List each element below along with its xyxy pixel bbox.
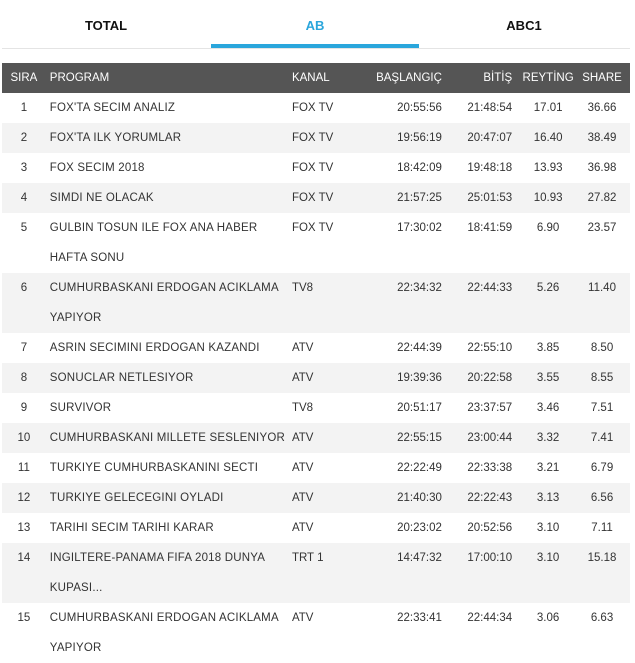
cell-bitis: 21:48:54	[467, 102, 513, 114]
cell-baslangic: 19:56:19	[397, 132, 442, 144]
table-row	[2, 153, 630, 183]
cell-share: 38.49	[587, 132, 617, 144]
cell-baslangic: 19:39:36	[397, 372, 442, 384]
cell-reyting: 5.26	[536, 282, 560, 294]
cell-kanal: FOX TV	[291, 102, 334, 114]
cell-sira: 3	[20, 162, 28, 174]
cell-baslangic: 20:51:17	[397, 402, 442, 414]
tab-abc1[interactable]: ABC1	[506, 18, 542, 33]
cell-bitis: 22:55:10	[467, 342, 513, 354]
ratings-table	[2, 63, 630, 663]
cell-reyting: 3.32	[536, 432, 560, 444]
cell-kanal: FOX TV	[291, 222, 334, 234]
col-header-program: PROGRAM	[49, 72, 110, 84]
cell-reyting: 6.90	[536, 222, 560, 234]
cell-share: 36.66	[587, 102, 617, 114]
cell-baslangic: 18:42:09	[397, 162, 442, 174]
cell-program: SONUCLAR NETLESIYOR	[49, 372, 194, 384]
cell-baslangic: 21:57:25	[397, 192, 442, 204]
table-row	[2, 513, 630, 543]
cell-bitis: 20:47:07	[467, 132, 513, 144]
cell-baslangic: 22:55:15	[397, 432, 442, 444]
cell-share: 8.50	[590, 342, 614, 354]
table-row	[2, 453, 630, 483]
cell-kanal: ATV	[291, 612, 314, 624]
cell-kanal: FOX TV	[291, 192, 334, 204]
cell-program: TURKIYE GELECEGINI OYLADI	[49, 492, 224, 504]
col-header-sira: SIRA	[10, 72, 38, 84]
cell-bitis: 20:52:56	[467, 522, 513, 534]
cell-baslangic: 22:22:49	[397, 462, 442, 474]
cell-sira: 11	[17, 462, 30, 474]
cell-sira: 1	[20, 102, 28, 114]
cell-kanal: ATV	[291, 372, 314, 384]
cell-sira: 10	[17, 432, 31, 444]
cell-reyting: 3.06	[536, 612, 560, 624]
cell-program: GULBIN TOSUN ILE FOX ANA HABER HAFTA SONU	[49, 222, 258, 264]
cell-reyting: 3.46	[536, 402, 560, 414]
cell-sira: 9	[20, 402, 28, 414]
cell-share: 7.41	[590, 432, 614, 444]
table-row	[2, 423, 630, 453]
tab-divider	[2, 48, 630, 49]
cell-bitis: 22:44:34	[467, 612, 513, 624]
cell-program: ASRIN SECIMINI ERDOGAN KAZANDI	[49, 342, 260, 354]
cell-program: CUMHURBASKANI ERDOGAN ACIKLAMA YAPIYOR	[49, 282, 279, 324]
cell-baslangic: 22:44:39	[397, 342, 442, 354]
tab-total[interactable]: TOTAL	[84, 18, 128, 33]
table-row	[2, 333, 630, 363]
cell-reyting: 3.85	[536, 342, 560, 354]
cell-sira: 6	[20, 282, 28, 294]
cell-program: CUMHURBASKANI MILLETE SESLENIYOR	[49, 432, 285, 444]
cell-kanal: ATV	[291, 342, 314, 354]
cell-kanal: TV8	[291, 282, 314, 294]
cell-program: SIMDI NE OLACAK	[49, 192, 154, 204]
table-row	[2, 123, 630, 153]
cell-reyting: 3.21	[536, 462, 560, 474]
cell-baslangic: 14:47:32	[397, 552, 442, 564]
table-row	[2, 213, 630, 273]
cell-program: FOX SECIM 2018	[49, 162, 145, 174]
cell-reyting: 13.93	[533, 162, 563, 174]
cell-sira: 4	[20, 192, 28, 204]
tab-ab[interactable]: AB	[211, 0, 419, 48]
cell-share: 27.82	[587, 192, 617, 204]
cell-bitis: 18:41:59	[467, 222, 513, 234]
cell-sira: 8	[20, 372, 28, 384]
table-row	[2, 603, 630, 663]
cell-sira: 15	[17, 612, 31, 624]
table-row	[2, 483, 630, 513]
table-header-row	[2, 63, 630, 93]
cell-reyting: 17.01	[533, 102, 563, 114]
cell-bitis: 20:22:58	[467, 372, 513, 384]
cell-bitis: 19:48:18	[467, 162, 513, 174]
table-row	[2, 363, 630, 393]
cell-program: SURVIVOR	[49, 402, 112, 414]
cell-share: 6.56	[590, 492, 614, 504]
cell-share: 15.18	[587, 552, 617, 564]
cell-bitis: 22:22:43	[467, 492, 513, 504]
cell-reyting: 3.10	[536, 522, 560, 534]
cell-reyting: 3.10	[536, 552, 560, 564]
cell-share: 23.57	[587, 222, 617, 234]
cell-reyting: 16.40	[533, 132, 563, 144]
cell-share: 6.63	[590, 612, 614, 624]
cell-kanal: FOX TV	[291, 162, 334, 174]
col-header-reyting: REYTİNG	[522, 72, 574, 84]
cell-bitis: 25:01:53	[467, 192, 513, 204]
cell-kanal: TRT 1	[291, 552, 324, 564]
cell-program: FOX'TA SECIM ANALIZ	[49, 102, 176, 114]
cell-sira: 14	[17, 552, 31, 564]
cell-share: 7.51	[590, 402, 614, 414]
col-header-kanal: KANAL	[291, 72, 330, 84]
cell-program: TARIHI SECIM TARIHI KARAR	[49, 522, 214, 534]
cell-kanal: ATV	[291, 522, 314, 534]
cell-baslangic: 20:55:56	[397, 102, 442, 114]
col-header-bitis: BİTİŞ	[483, 72, 513, 84]
cell-baslangic: 22:33:41	[397, 612, 442, 624]
cell-reyting: 3.13	[536, 492, 560, 504]
cell-share: 7.11	[591, 522, 613, 534]
cell-program: TURKIYE CUMHURBASKANINI SECTI	[49, 462, 259, 474]
cell-kanal: ATV	[291, 462, 314, 474]
table-row	[2, 543, 630, 603]
cell-kanal: FOX TV	[291, 132, 334, 144]
cell-bitis: 22:44:33	[467, 282, 513, 294]
table-row	[2, 93, 630, 123]
cell-bitis: 17:00:10	[467, 552, 513, 564]
cell-sira: 7	[20, 342, 28, 354]
cell-kanal: ATV	[291, 492, 314, 504]
col-header-share: SHARE	[582, 72, 622, 84]
cell-share: 6.79	[590, 462, 614, 474]
cell-program: INGILTERE-PANAMA FIFA 2018 DUNYA KUPASI...	[49, 552, 265, 594]
cell-sira: 5	[20, 222, 28, 234]
cell-kanal: TV8	[291, 402, 314, 414]
cell-reyting: 3.55	[536, 372, 560, 384]
cell-baslangic: 17:30:02	[397, 222, 442, 234]
cell-bitis: 22:33:38	[467, 462, 513, 474]
cell-program: CUMHURBASKANI ERDOGAN ACIKLAMA YAPIYOR	[49, 612, 279, 654]
cell-bitis: 23:00:44	[467, 432, 513, 444]
cell-program: FOX'TA ILK YORUMLAR	[49, 132, 182, 144]
audience-tabs	[0, 0, 630, 48]
col-header-baslangic: BAŞLANGIÇ	[376, 72, 442, 84]
cell-sira: 2	[20, 132, 28, 144]
cell-baslangic: 20:23:02	[397, 522, 442, 534]
table-row	[2, 183, 630, 213]
cell-share: 36.98	[587, 162, 617, 174]
cell-reyting: 10.93	[533, 192, 563, 204]
cell-kanal: ATV	[291, 432, 314, 444]
cell-sira: 12	[17, 492, 31, 504]
cell-share: 8.55	[590, 372, 614, 384]
cell-share: 11.40	[588, 282, 616, 294]
cell-sira: 13	[17, 522, 31, 534]
cell-baslangic: 21:40:30	[397, 492, 442, 504]
cell-bitis: 23:37:57	[467, 402, 513, 414]
table-row	[2, 273, 630, 333]
cell-baslangic: 22:34:32	[397, 282, 442, 294]
table-row	[2, 393, 630, 423]
